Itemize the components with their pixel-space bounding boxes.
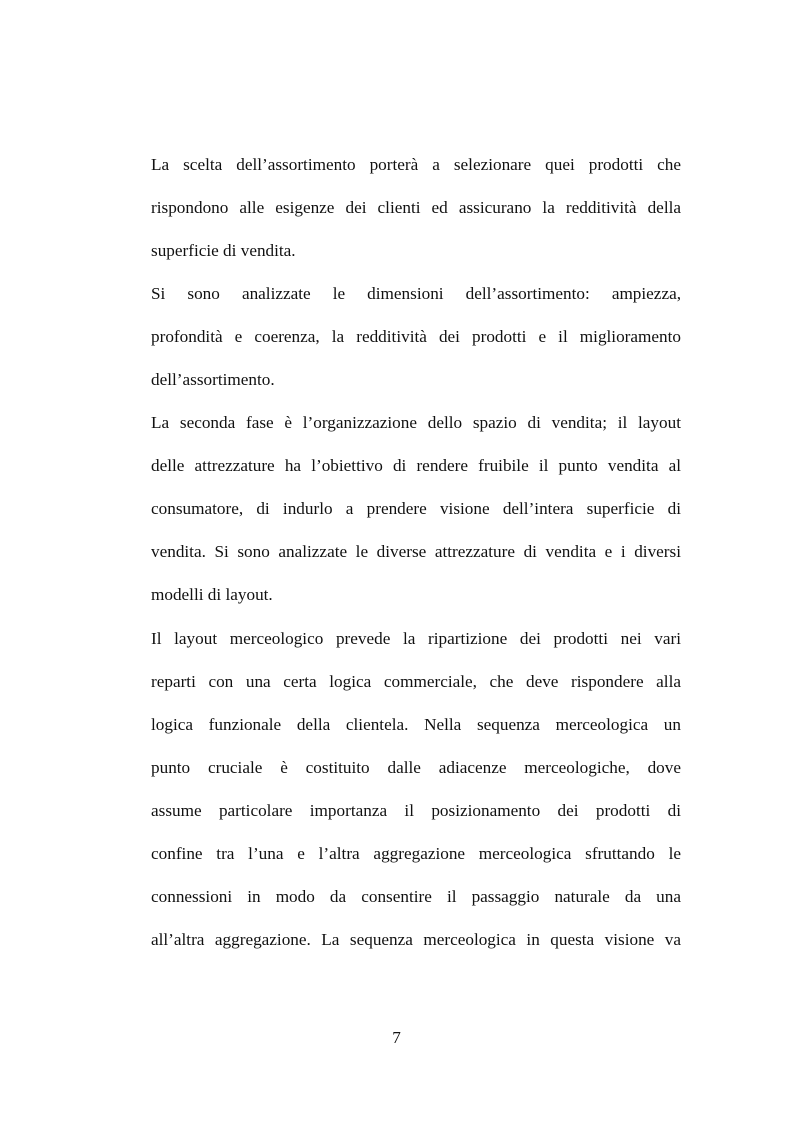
text-line: assume particolare importanza il posizionamento dei prodotti di bbox=[151, 800, 681, 820]
page-number: 7 bbox=[392, 1028, 401, 1047]
text-line: logica funzionale della clientela. Nella sequenza merceologica un bbox=[151, 714, 681, 734]
body-text bbox=[151, 143, 681, 961]
text-line: confine tra l’una e l’altra aggregazione merceologica sfruttando le bbox=[151, 843, 681, 863]
text-line: connessioni in modo da consentire il passaggio naturale da una bbox=[151, 886, 681, 906]
text-line: superficie di vendita. bbox=[151, 241, 296, 261]
text-line: rispondono alle esigenze dei clienti ed assicurano la redditività della bbox=[151, 198, 681, 218]
text-line: reparti con una certa logica commerciale, che deve rispondere alla bbox=[151, 671, 681, 691]
text-line: consumatore, di indurlo a prendere visione dell’intera superficie di bbox=[151, 499, 681, 519]
text-line: modelli di layout. bbox=[151, 585, 273, 605]
text-line: all’altra aggregazione. La sequenza merceologica in questa visione va bbox=[151, 929, 681, 949]
text-line: Il layout merceologico prevede la ripartizione dei prodotti nei vari bbox=[151, 628, 681, 648]
text-line: profondità e coerenza, la redditività dei prodotti e il miglioramento bbox=[151, 327, 681, 347]
text-line: La scelta dell’assortimento porterà a selezionare quei prodotti che bbox=[151, 155, 681, 174]
text-line: dell’assortimento. bbox=[151, 370, 275, 390]
text-line: delle attrezzature ha l’obiettivo di rendere fruibile il punto vendita al bbox=[151, 456, 681, 476]
text-line: Si sono analizzate le dimensioni dell’assortimento: ampiezza, bbox=[151, 284, 681, 304]
text-line: punto cruciale è costituito dalle adiacenze merceologiche, dove bbox=[151, 757, 681, 777]
text-line: vendita. Si sono analizzate le diverse attrezzature di vendita e i diversi bbox=[151, 542, 681, 562]
text-line: La seconda fase è l’organizzazione dello spazio di vendita; il layout bbox=[151, 413, 681, 433]
